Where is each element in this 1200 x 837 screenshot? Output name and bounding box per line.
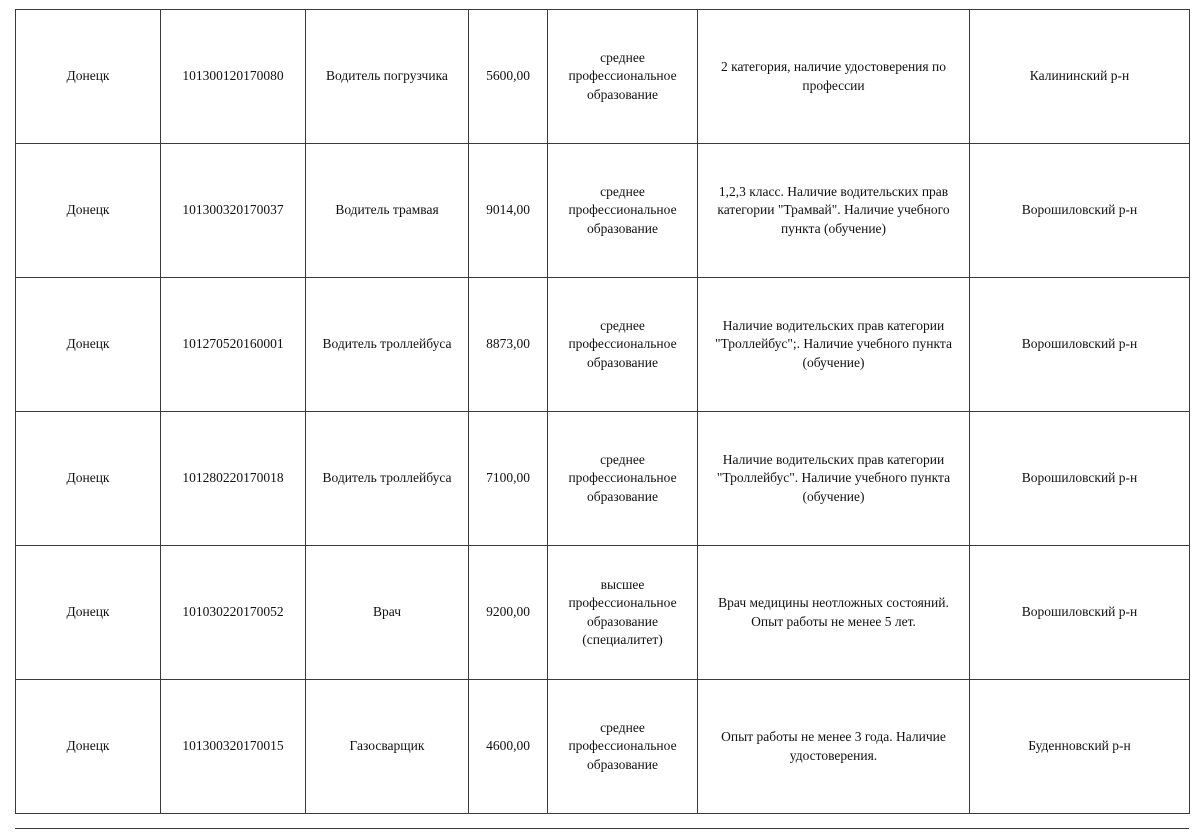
education-cell	[548, 144, 698, 278]
salary-cell: 9014,00	[469, 144, 548, 278]
table-row	[16, 680, 1190, 814]
vacancy-code-cell: 101270520160001	[161, 278, 306, 412]
district-cell: Ворошиловский р-н	[970, 278, 1190, 412]
requirements-line: Опыт работы не менее 3 года. Наличие	[721, 729, 946, 744]
district-cell: Ворошиловский р-н	[970, 546, 1190, 680]
position-cell: Водитель троллейбуса	[306, 412, 469, 546]
district-cell: Ворошиловский р-н	[970, 412, 1190, 546]
salary-cell: 5600,00	[469, 10, 548, 144]
requirements-line: Наличие водительских прав категории	[722, 317, 945, 333]
education-cell	[548, 680, 698, 814]
table-row	[16, 412, 1190, 546]
salary-cell: 4600,00	[469, 680, 548, 814]
education-cell	[548, 278, 698, 412]
city-cell: Донецк	[16, 278, 161, 412]
requirements-line: категории "Трамвай". Наличие учебного	[717, 202, 950, 218]
salary-cell: 7100,00	[469, 412, 548, 546]
table-row	[16, 278, 1190, 412]
requirements-line: "Троллейбус". Наличие учебного пункта	[716, 470, 951, 486]
position-cell: Водитель погрузчика	[306, 10, 469, 144]
requirements-cell	[698, 412, 970, 546]
district-cell: Ворошиловский р-н	[970, 144, 1190, 278]
position-cell: Врач	[306, 546, 469, 680]
education-line: образование	[587, 220, 658, 236]
education-line: профессиональное	[568, 68, 677, 84]
education-line: образование	[587, 354, 658, 370]
education-line: профессиональное	[568, 202, 677, 218]
salary-cell: 9200,00	[469, 546, 548, 680]
requirements-line: профессии	[802, 77, 865, 93]
education-line: (специалитет)	[582, 632, 663, 647]
city-cell: Донецк	[16, 412, 161, 546]
education-line: профессиональное	[568, 595, 677, 610]
requirements-line: 2 категория, наличие удостоверения по	[721, 59, 946, 74]
vacancies-table	[15, 9, 1190, 814]
page-bottom-rule	[15, 828, 1189, 829]
education-line: среднее	[600, 317, 645, 333]
requirements-cell	[698, 278, 970, 412]
requirements-line: Врач медицины неотложных состояний.	[718, 595, 949, 610]
education-line: профессиональное	[568, 738, 677, 754]
district-cell: Буденновский р-н	[970, 680, 1190, 814]
education-line: высшее	[600, 576, 645, 592]
salary-cell: 8873,00	[469, 278, 548, 412]
education-line: среднее	[600, 49, 645, 65]
vacancy-code-cell: 101280220170018	[161, 412, 306, 546]
requirements-cell	[698, 144, 970, 278]
requirements-line: Наличие водительских прав категории	[722, 451, 945, 467]
education-line: среднее	[600, 451, 645, 467]
education-line: профессиональное	[568, 336, 677, 352]
education-line: среднее	[600, 183, 645, 199]
education-line: среднее	[600, 719, 645, 735]
requirements-cell	[698, 546, 970, 680]
requirements-line: "Троллейбус";. Наличие учебного пункта	[715, 336, 952, 352]
requirements-cell	[698, 680, 970, 814]
requirements-line: Опыт работы не менее 5 лет.	[751, 613, 916, 629]
requirements-line: (обучение)	[802, 354, 865, 370]
education-line: образование	[587, 488, 658, 504]
vacancy-code-cell: 101300320170015	[161, 680, 306, 814]
requirements-line: пункта (обучение)	[780, 220, 887, 236]
table-row	[16, 144, 1190, 278]
requirements-line: 1,2,3 класс. Наличие водительских прав	[718, 183, 949, 199]
education-line: образование	[587, 86, 658, 102]
table-row	[16, 546, 1190, 680]
position-cell: Водитель троллейбуса	[306, 278, 469, 412]
education-line: профессиональное	[568, 470, 677, 486]
vacancy-code-cell: 101030220170052	[161, 546, 306, 680]
vacancy-code-cell: 101300120170080	[161, 10, 306, 144]
education-cell	[548, 546, 698, 680]
table-row	[16, 10, 1190, 144]
education-line: образование	[587, 756, 658, 772]
city-cell: Донецк	[16, 680, 161, 814]
vacancy-code-cell: 101300320170037	[161, 144, 306, 278]
city-cell: Донецк	[16, 10, 161, 144]
position-cell: Водитель трамвая	[306, 144, 469, 278]
city-cell: Донецк	[16, 144, 161, 278]
position-cell: Газосварщик	[306, 680, 469, 814]
district-cell: Калининский р-н	[970, 10, 1190, 144]
requirements-cell	[698, 10, 970, 144]
city-cell: Донецк	[16, 546, 161, 680]
education-cell	[548, 10, 698, 144]
requirements-line: удостоверения.	[789, 747, 878, 763]
education-cell	[548, 412, 698, 546]
education-line: образование	[587, 613, 658, 629]
requirements-line: (обучение)	[802, 488, 865, 504]
